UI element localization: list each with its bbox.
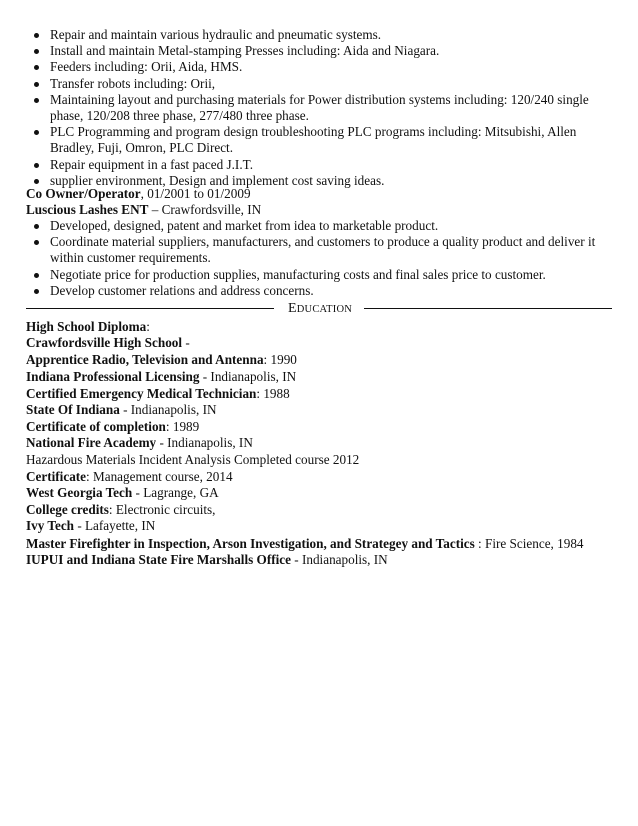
bullet-text: PLC Programming and program design troubleshooting PLC programs including: Mitsubishi, Allen Bradley, Fuji, Omron, PLC Direct. xyxy=(50,124,577,156)
education-line xyxy=(0,536,638,552)
bullet-text: Coordinate material suppliers, manufacturers, and customers to produce a quality product and deliver it within customer requirements. xyxy=(50,234,596,266)
education-bold: Certificate xyxy=(26,468,87,484)
education-plain: : Electronic circuits, xyxy=(108,502,216,518)
heading-rest: DUCATION xyxy=(296,304,353,315)
bullet-icon xyxy=(34,82,39,87)
bullet-item xyxy=(0,267,638,283)
education-line xyxy=(0,402,638,418)
heading-rule-left xyxy=(26,308,274,309)
education-line xyxy=(0,386,638,402)
bullet-item xyxy=(0,218,638,234)
company-location: – Crawfordsville, IN xyxy=(148,202,262,218)
job-entry xyxy=(0,186,638,218)
education-line xyxy=(0,469,638,485)
bullet-item xyxy=(0,43,638,59)
education-plain: : xyxy=(146,319,150,334)
education-plain: : Fire Science, 1984 xyxy=(474,535,584,551)
education-bold: Certificate of completion xyxy=(26,419,166,435)
bullet-item xyxy=(0,124,638,156)
bullet-item xyxy=(0,157,638,173)
bullet-icon xyxy=(34,33,39,38)
education-list xyxy=(0,319,638,568)
education-line xyxy=(0,485,638,501)
bullet-text: supplier environment, Design and implement cost saving ideas. xyxy=(50,172,385,188)
bullet-text: Install and maintain Metal-stamping Presses including: Aida and Niagara. xyxy=(50,43,440,59)
bullet-text: Feeders including: Orii, Aida, HMS. xyxy=(50,59,243,75)
education-plain: - Indianapolis, IN xyxy=(156,435,253,451)
education-plain: - xyxy=(182,335,190,351)
education-plain: - Indianapolis, IN xyxy=(119,402,217,418)
bullet-item xyxy=(0,76,638,92)
education-plain: : 1990 xyxy=(263,352,297,368)
heading-rule-right xyxy=(364,308,612,309)
education-bold: National Fire Academy xyxy=(26,435,157,451)
education-bold: Crawfordsville High School xyxy=(26,335,183,351)
experience-bullet-list-2 xyxy=(0,218,638,299)
education-plain: : 1989 xyxy=(165,419,200,435)
education-bold: Certified Emergency Medical Technician xyxy=(26,385,257,401)
bullet-text: Maintaining layout and purchasing materials for Power distribution systems including: 120/240 single phase, 120/208 three phase, 277/480 three phase. xyxy=(50,91,589,124)
education-heading-title xyxy=(278,300,362,318)
bullet-icon xyxy=(34,179,39,184)
education-plain: - Indianapolis, IN xyxy=(199,368,297,384)
education-line xyxy=(0,552,638,568)
education-bold: Ivy Tech xyxy=(26,518,75,534)
education-plain: - Lafayette, IN xyxy=(74,518,156,534)
education-bold: Master Firefighter in Inspection, Arson Investigation, and Strategey and Tactics xyxy=(26,535,475,551)
job-title: Co Owner/Operator xyxy=(26,186,141,201)
education-line xyxy=(0,335,638,351)
bullet-icon xyxy=(34,49,39,54)
education-bold: IUPUI and Indiana State Fire Marshalls Office xyxy=(26,551,291,567)
bullet-item xyxy=(0,92,638,124)
bullet-icon xyxy=(34,130,39,135)
education-plain: - Indianapolis, IN xyxy=(290,551,388,567)
heading-initial: E xyxy=(287,301,297,316)
education-line xyxy=(0,352,638,368)
bullet-icon xyxy=(34,163,39,168)
education-bold: High School Diploma xyxy=(26,319,147,334)
bullet-text: Transfer robots including: Orii, xyxy=(50,75,216,91)
job-dates: , 01/2001 to 01/2009 xyxy=(140,186,251,201)
company-name: Luscious Lashes ENT xyxy=(26,202,149,218)
bullet-icon xyxy=(34,240,39,245)
company-line xyxy=(0,202,638,218)
bullet-item xyxy=(0,234,638,266)
education-line xyxy=(0,502,638,518)
bullet-item xyxy=(0,27,638,43)
bullet-text: Negotiate price for production supplies, manufacturing costs and final sales price to customer. xyxy=(50,266,546,282)
education-line xyxy=(0,452,638,468)
education-bold: Apprentice Radio, Television and Antenna xyxy=(26,352,264,368)
experience-bullet-list-1 xyxy=(0,27,638,189)
education-line xyxy=(0,518,638,534)
bullet-icon xyxy=(34,273,39,278)
education-plain: : 1988 xyxy=(256,385,290,401)
bullet-icon xyxy=(34,224,39,229)
education-line xyxy=(0,319,638,335)
education-plain: Hazardous Materials Incident Analysis Completed course 2012 xyxy=(26,451,360,467)
education-line xyxy=(0,435,638,451)
bullet-text: Developed, designed, patent and market from idea to marketable product. xyxy=(50,218,439,233)
education-section-heading xyxy=(26,300,612,318)
bullet-text: Repair equipment in a fast paced J.I.T. xyxy=(50,156,253,172)
bullet-text: Repair and maintain various hydraulic and pneumatic systems. xyxy=(50,27,382,42)
education-plain: - Lagrange, GA xyxy=(132,485,219,501)
bullet-item xyxy=(0,59,638,75)
bullet-text: Develop customer relations and address concerns. xyxy=(50,282,314,298)
education-plain: : Management course, 2014 xyxy=(86,468,233,484)
education-bold: State Of Indiana xyxy=(26,402,120,418)
bullet-icon xyxy=(34,65,39,70)
education-line xyxy=(0,419,638,435)
bullet-icon xyxy=(34,289,39,294)
education-bold: College credits xyxy=(26,502,109,518)
education-bold: Indiana Professional Licensing xyxy=(26,368,200,384)
education-line xyxy=(0,369,638,385)
education-bold: West Georgia Tech xyxy=(26,485,133,501)
bullet-icon xyxy=(34,98,39,103)
bullet-item xyxy=(0,283,638,299)
job-title-line xyxy=(0,186,638,202)
